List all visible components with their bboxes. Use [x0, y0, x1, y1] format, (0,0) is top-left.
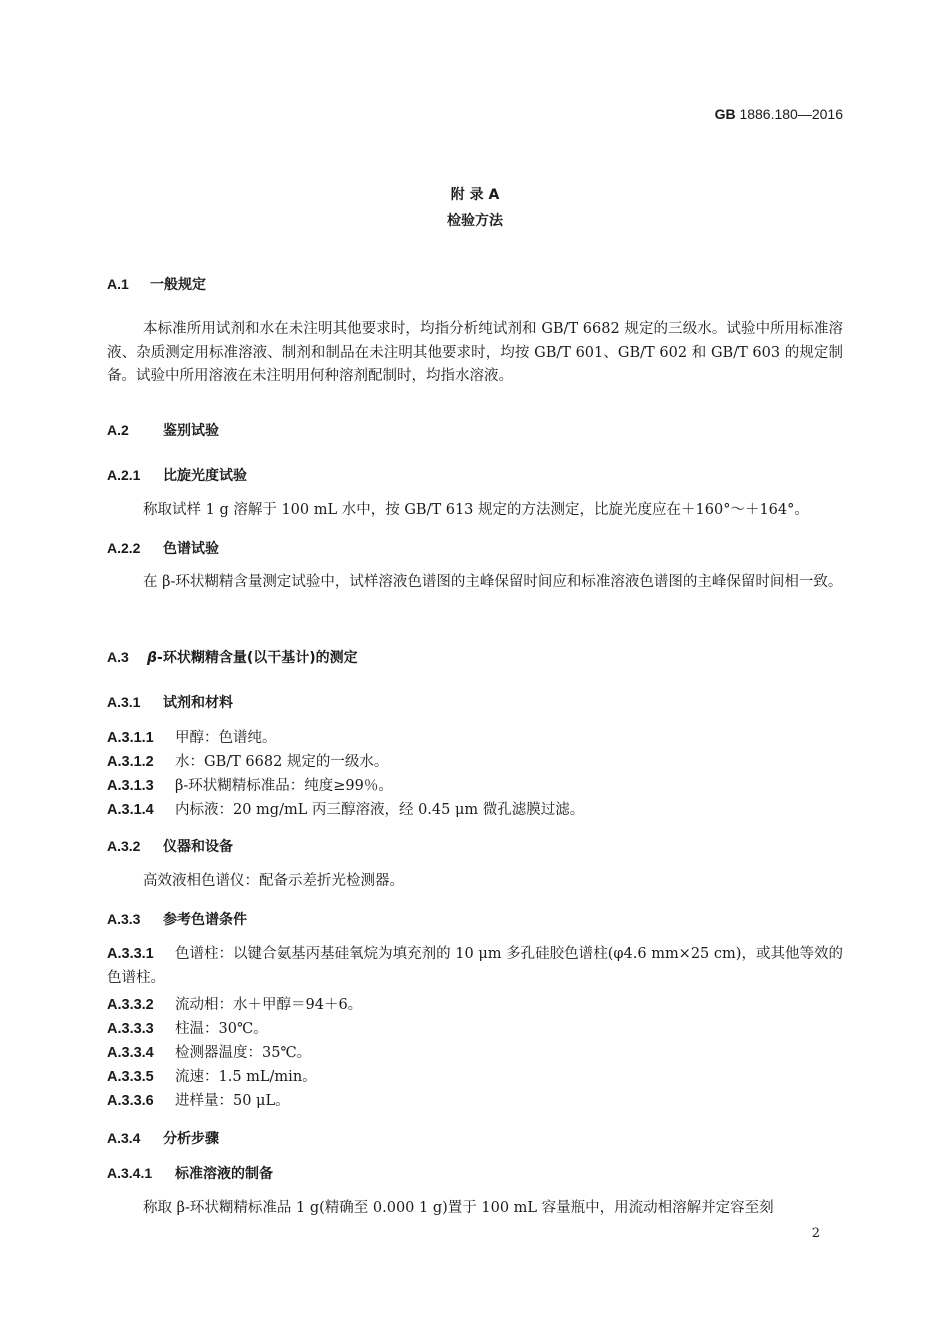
section-title: 分析步骤: [163, 1131, 219, 1147]
appendix-title: 检验方法: [447, 213, 503, 229]
section-a2-heading: [107, 420, 219, 440]
item-number: A.3.3.3: [107, 1021, 154, 1037]
section-title: 参考色谱条件: [163, 912, 247, 928]
list-item: [107, 1065, 317, 1086]
item-number: A.3.3.4: [107, 1045, 154, 1061]
section-number: A.2: [107, 422, 129, 438]
section-a34-heading: [107, 1128, 219, 1148]
section-number: A.1: [107, 276, 129, 292]
section-a341-heading: [107, 1163, 273, 1183]
section-a1-heading: [107, 274, 206, 294]
section-title: 标准溶液的制备: [175, 1166, 273, 1182]
section-number: A.2.1: [107, 467, 141, 483]
section-title: 一般规定: [150, 277, 206, 293]
standard-prefix: GB: [714, 106, 736, 122]
item-text: 甲醇：色谱纯。: [175, 730, 277, 746]
section-number: A.2.2: [107, 540, 141, 556]
section-a31-heading: [107, 692, 233, 712]
item-number: A.3.3.2: [107, 997, 154, 1013]
section-title: 比旋光度试验: [163, 468, 247, 484]
page-number: 2: [811, 1226, 820, 1241]
item-text: 内标液：20 mg/mL 丙三醇溶液，经 0.45 μm 微孔滤膜过滤。: [175, 802, 585, 818]
item-text: 流动相：水＋甲醇＝94＋6。: [175, 997, 363, 1013]
item-text: β-环状糊精标准品：纯度≥99％。: [175, 778, 393, 794]
beta-symbol: β: [147, 650, 158, 666]
section-a22-heading: [107, 538, 219, 558]
item-number: A.3.1.4: [107, 802, 154, 818]
list-item: [107, 1089, 290, 1110]
section-title: 试剂和材料: [163, 695, 233, 711]
list-item: [107, 943, 843, 990]
item-number: A.3.3.5: [107, 1069, 154, 1085]
list-item: [107, 798, 584, 819]
section-number: A.3: [107, 649, 129, 665]
section-a32-paragraph: 高效液相色谱仪：配备示差折光检测器。: [143, 873, 404, 889]
section-a3-heading: [107, 647, 358, 667]
section-title: 鉴别试验: [163, 423, 219, 439]
section-a33-heading: [107, 909, 247, 929]
item-number: A.3.1.1: [107, 730, 154, 746]
section-number: A.3.2: [107, 838, 141, 854]
list-item: [107, 774, 393, 795]
item-text: 进样量：50 μL。: [175, 1093, 290, 1109]
section-number: A.3.3: [107, 911, 141, 927]
appendix-label: 附 录 A: [450, 187, 500, 203]
list-item: [107, 1017, 268, 1038]
section-title: 色谱试验: [163, 541, 219, 557]
section-a1-paragraph: 本标准所用试剂和水在未注明其他要求时，均指分析纯试剂和 GB/T 6682 规定的三级水。试验中所用标准溶液、杂质测定用标准溶液、制剂和制品在未注明其他要求时，均按 GB/T 601、GB/T 602 和 GB/T 603 的规定制备。试验中所用溶液在未注明用何种溶剂配制时，均指水溶液。: [107, 321, 843, 384]
list-item: [107, 1041, 311, 1062]
list-item: [107, 750, 388, 771]
section-title: -环状糊精含量(以干基计)的测定: [157, 650, 358, 666]
item-text: 色谱柱：以键合氨基丙基硅氧烷为填充剂的 10 μm 多孔硅胶色谱柱(φ4.6 mm×25 cm)，或其他等效的色谱柱。: [107, 946, 843, 986]
section-a32-heading: [107, 836, 233, 856]
item-text: 柱温：30℃。: [175, 1021, 268, 1037]
list-item: [107, 726, 277, 747]
section-a341-paragraph: 称取 β-环状糊精标准品 1 g(精确至 0.000 1 g)置于 100 mL 容量瓶中，用流动相溶解并定容至刻: [143, 1200, 774, 1216]
section-a21-heading: [107, 465, 247, 485]
item-text: 流速：1.5 mL/min。: [175, 1069, 317, 1085]
standard-header: [715, 106, 843, 122]
item-number: A.3.3.6: [107, 1093, 154, 1109]
section-number: A.3.4.1: [107, 1165, 153, 1181]
section-a21-paragraph: 称取试样 1 g 溶解于 100 mL 水中，按 GB/T 613 规定的方法测定，比旋光度应在＋160°～＋164°。: [143, 502, 809, 518]
section-title: 仪器和设备: [163, 839, 233, 855]
section-number: A.3.4: [107, 1130, 141, 1146]
item-text: 水：GB/T 6682 规定的一级水。: [175, 754, 389, 770]
item-text: 检测器温度：35℃。: [175, 1045, 312, 1061]
standard-number: 1886.180—2016: [739, 106, 843, 122]
section-number: A.3.1: [107, 694, 141, 710]
list-item: [107, 993, 362, 1014]
item-number: A.3.3.1: [107, 946, 154, 962]
item-number: A.3.1.3: [107, 778, 154, 794]
item-number: A.3.1.2: [107, 754, 154, 770]
section-a22-paragraph: 在 β-环状糊精含量测定试验中，试样溶液色谱图的主峰保留时间应和标准溶液色谱图的主峰保留时间相一致。: [143, 574, 843, 590]
